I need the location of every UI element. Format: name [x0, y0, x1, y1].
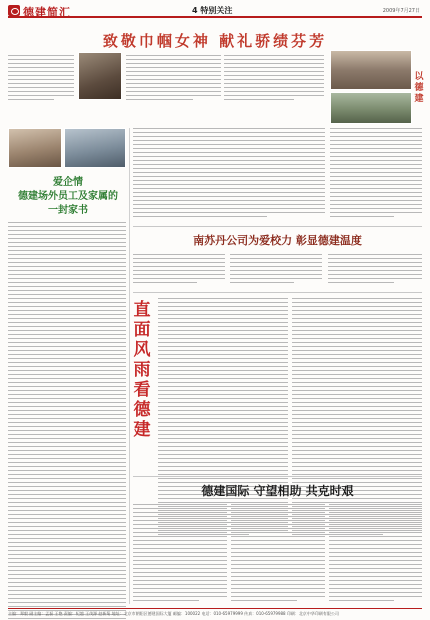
paper-name: 德建简汇	[23, 6, 71, 19]
letter-body	[8, 222, 126, 620]
closing-body-2	[231, 504, 325, 604]
letter-heading-line3: 一封家书	[48, 205, 88, 216]
vertical-headline: 直面风雨看德建	[133, 300, 151, 440]
feature-title: 致敬巾帼女神 献礼骄绩芬芳	[102, 32, 328, 50]
section-label: 4 特别关注	[192, 6, 233, 15]
event-photo-top	[330, 50, 412, 90]
closing-body-3	[329, 504, 422, 604]
intro-text-right	[224, 55, 324, 103]
letter-continued-right	[330, 128, 422, 220]
family-photo	[8, 128, 62, 168]
letter-continued	[133, 128, 325, 220]
storm-article-body-1	[158, 298, 288, 538]
intro-text-middle	[126, 55, 221, 103]
letter-heading-line1: 爱企情	[53, 177, 83, 188]
closing-body-1	[133, 504, 227, 604]
staff-photo	[78, 52, 122, 100]
logo-icon	[8, 5, 20, 16]
letter-heading-line2: 德建场外员工及家属的	[18, 191, 118, 202]
group-photo	[64, 128, 126, 168]
storm-article-body-2	[292, 298, 422, 538]
closing-article-title: 德建国际 守望相助 共克时艰	[201, 484, 354, 498]
south-sudan-body-3	[328, 254, 422, 286]
south-sudan-title: 南苏丹公司为爱校力 彰显德建温度	[193, 234, 362, 247]
vertical-caption: 以德建	[414, 72, 424, 104]
letter-heading	[8, 176, 128, 218]
south-sudan-body-1	[133, 254, 225, 286]
masthead	[8, 4, 422, 18]
event-photo-bottom	[330, 92, 412, 124]
issue-date: 2009年7月27日	[382, 8, 420, 14]
page-footer: 主编：郑毅 副主编：孟磊 王艳 责编：纪越 王茂源 赵新菊 地址：北京市朝阳区德建国际大厦 邮编：100022 电话：010-65979999 传真：010-65979988 印刷：北京中华印刷有限公司	[8, 608, 422, 617]
south-sudan-body-2	[230, 254, 322, 286]
intro-text-left	[8, 55, 74, 103]
